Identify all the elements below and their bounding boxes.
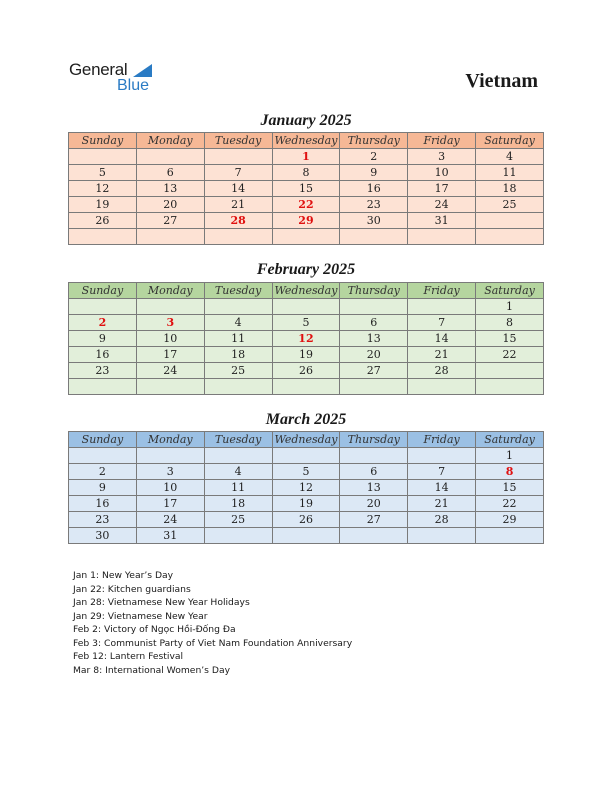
weekday-header: Wednesday <box>272 432 340 448</box>
day-cell: 24 <box>136 363 204 379</box>
day-cell <box>136 299 204 315</box>
day-cell <box>136 229 204 245</box>
day-cell <box>408 229 476 245</box>
holiday-note: Feb 2: Victory of Ngọc Hồi-Đống Đa <box>73 624 236 635</box>
day-cell <box>340 379 408 395</box>
weekday-header: Saturday <box>476 283 544 299</box>
weekday-header: Wednesday <box>272 283 340 299</box>
weekday-header: Tuesday <box>204 283 272 299</box>
day-cell <box>272 448 340 464</box>
day-cell: 26 <box>272 512 340 528</box>
holiday-note: Jan 1: New Year’s Day <box>73 570 174 581</box>
calendar-march <box>68 431 544 544</box>
weekday-header: Saturday <box>476 133 544 149</box>
day-cell: 4 <box>204 464 272 480</box>
day-cell <box>136 379 204 395</box>
weekday-header: Sunday <box>69 283 137 299</box>
day-cell: 5 <box>69 165 137 181</box>
day-cell <box>204 229 272 245</box>
week-row <box>69 347 544 363</box>
weekday-header: Wednesday <box>272 133 340 149</box>
day-cell: 17 <box>408 181 476 197</box>
weekday-header: Monday <box>136 283 204 299</box>
day-cell: 12 <box>272 331 340 347</box>
day-cell: 15 <box>476 331 544 347</box>
week-row <box>69 464 544 480</box>
day-cell: 22 <box>476 496 544 512</box>
day-cell <box>136 149 204 165</box>
day-cell: 6 <box>136 165 204 181</box>
day-cell: 18 <box>204 496 272 512</box>
day-cell: 21 <box>408 347 476 363</box>
day-cell: 17 <box>136 496 204 512</box>
weekday-header-row <box>69 133 544 149</box>
day-cell: 11 <box>204 480 272 496</box>
day-cell: 13 <box>340 331 408 347</box>
day-cell: 28 <box>408 512 476 528</box>
day-cell: 31 <box>136 528 204 544</box>
day-cell <box>272 379 340 395</box>
day-cell: 15 <box>476 480 544 496</box>
day-cell: 10 <box>136 480 204 496</box>
day-cell: 7 <box>408 315 476 331</box>
day-cell: 14 <box>204 181 272 197</box>
day-cell: 28 <box>204 213 272 229</box>
holiday-note: Jan 28: Vietnamese New Year Holidays <box>73 597 250 608</box>
day-cell <box>340 229 408 245</box>
holiday-note: Jan 29: Vietnamese New Year <box>73 610 208 622</box>
day-cell: 24 <box>136 512 204 528</box>
day-cell <box>340 528 408 544</box>
day-cell: 8 <box>476 315 544 331</box>
day-cell: 19 <box>272 496 340 512</box>
day-cell: 16 <box>69 347 137 363</box>
week-row <box>69 213 544 229</box>
weekday-header: Sunday <box>69 133 137 149</box>
weekday-header-row <box>69 432 544 448</box>
day-cell <box>272 229 340 245</box>
day-cell <box>476 528 544 544</box>
weekday-header: Tuesday <box>204 432 272 448</box>
day-cell <box>204 528 272 544</box>
weekday-header: Friday <box>408 133 476 149</box>
day-cell: 23 <box>340 197 408 213</box>
day-cell: 22 <box>476 347 544 363</box>
day-cell: 27 <box>136 213 204 229</box>
day-cell: 14 <box>408 480 476 496</box>
day-cell <box>69 448 137 464</box>
calendar-february <box>68 282 544 395</box>
day-cell <box>69 229 137 245</box>
day-cell <box>408 528 476 544</box>
day-cell: 1 <box>476 448 544 464</box>
weekday-header: Thursday <box>340 133 408 149</box>
week-row <box>69 165 544 181</box>
logo-general-text: General <box>69 60 128 79</box>
day-cell: 6 <box>340 315 408 331</box>
day-cell: 9 <box>69 331 137 347</box>
week-row <box>69 363 544 379</box>
day-cell: 4 <box>204 315 272 331</box>
holiday-note: Jan 22: Kitchen guardians <box>73 583 191 595</box>
day-cell: 23 <box>69 512 137 528</box>
day-cell: 9 <box>69 480 137 496</box>
day-cell: 20 <box>340 496 408 512</box>
day-cell: 10 <box>408 165 476 181</box>
day-cell: 13 <box>340 480 408 496</box>
day-cell: 30 <box>340 213 408 229</box>
day-cell: 25 <box>204 363 272 379</box>
day-cell <box>340 299 408 315</box>
day-cell: 26 <box>69 213 137 229</box>
day-cell: 9 <box>340 165 408 181</box>
weekday-header: Monday <box>136 133 204 149</box>
day-cell: 19 <box>69 197 137 213</box>
month-title-march: March 2025 <box>265 411 347 428</box>
day-cell: 16 <box>340 181 408 197</box>
holiday-note: Feb 12: Lantern Festival <box>73 651 184 662</box>
day-cell: 17 <box>136 347 204 363</box>
day-cell: 12 <box>69 181 137 197</box>
day-cell <box>476 213 544 229</box>
day-cell: 11 <box>204 331 272 347</box>
day-cell: 27 <box>340 512 408 528</box>
day-cell: 27 <box>340 363 408 379</box>
weekday-header: Tuesday <box>204 133 272 149</box>
day-cell <box>476 229 544 245</box>
week-row <box>69 315 544 331</box>
day-cell: 26 <box>272 363 340 379</box>
day-cell: 6 <box>340 464 408 480</box>
day-cell: 28 <box>408 363 476 379</box>
week-row <box>69 528 544 544</box>
country-title: Vietnam <box>465 70 538 92</box>
day-cell: 12 <box>272 480 340 496</box>
day-cell <box>69 149 137 165</box>
day-cell: 15 <box>272 181 340 197</box>
day-cell: 1 <box>272 149 340 165</box>
day-cell: 2 <box>340 149 408 165</box>
day-cell: 20 <box>340 347 408 363</box>
day-cell <box>69 379 137 395</box>
day-cell <box>408 379 476 395</box>
weekday-header: Sunday <box>69 432 137 448</box>
day-cell: 3 <box>136 464 204 480</box>
day-cell: 14 <box>408 331 476 347</box>
holiday-notes <box>73 569 352 677</box>
day-cell: 18 <box>476 181 544 197</box>
weekday-header: Monday <box>136 432 204 448</box>
day-cell <box>204 379 272 395</box>
week-row <box>69 496 544 512</box>
day-cell: 5 <box>272 464 340 480</box>
day-cell: 19 <box>272 347 340 363</box>
day-cell <box>204 448 272 464</box>
week-row <box>69 197 544 213</box>
day-cell: 31 <box>408 213 476 229</box>
day-cell: 21 <box>408 496 476 512</box>
day-cell <box>340 448 408 464</box>
day-cell <box>204 149 272 165</box>
week-row <box>69 512 544 528</box>
week-row <box>69 299 544 315</box>
week-row <box>69 331 544 347</box>
week-row <box>69 448 544 464</box>
week-row <box>69 480 544 496</box>
day-cell: 16 <box>69 496 137 512</box>
day-cell: 29 <box>272 213 340 229</box>
calendar-january <box>68 132 544 245</box>
weekday-header: Thursday <box>340 432 408 448</box>
day-cell <box>69 299 137 315</box>
day-cell: 3 <box>408 149 476 165</box>
day-cell: 2 <box>69 315 137 331</box>
day-cell <box>476 379 544 395</box>
day-cell: 21 <box>204 197 272 213</box>
day-cell: 3 <box>136 315 204 331</box>
day-cell <box>272 528 340 544</box>
weekday-header: Thursday <box>340 283 408 299</box>
month-title-january: January 2025 <box>260 112 352 129</box>
holiday-note: Mar 8: International Women’s Day <box>73 664 231 676</box>
day-cell: 10 <box>136 331 204 347</box>
week-row <box>69 229 544 245</box>
day-cell: 13 <box>136 181 204 197</box>
day-cell <box>136 448 204 464</box>
month-title-february: February 2025 <box>256 261 356 278</box>
day-cell: 18 <box>204 347 272 363</box>
day-cell: 24 <box>408 197 476 213</box>
day-cell <box>204 299 272 315</box>
generalblue-logo <box>69 60 169 96</box>
logo-triangle-icon <box>133 64 152 77</box>
day-cell: 29 <box>476 512 544 528</box>
day-cell: 7 <box>408 464 476 480</box>
day-cell: 30 <box>69 528 137 544</box>
day-cell <box>408 448 476 464</box>
day-cell <box>272 299 340 315</box>
weekday-header: Friday <box>408 283 476 299</box>
day-cell: 25 <box>476 197 544 213</box>
weekday-header: Friday <box>408 432 476 448</box>
day-cell <box>476 363 544 379</box>
day-cell: 20 <box>136 197 204 213</box>
weekday-header: Saturday <box>476 432 544 448</box>
day-cell: 5 <box>272 315 340 331</box>
day-cell: 8 <box>272 165 340 181</box>
logo-blue-text: Blue <box>117 77 150 94</box>
day-cell: 2 <box>69 464 137 480</box>
day-cell: 7 <box>204 165 272 181</box>
week-row <box>69 149 544 165</box>
weekday-header-row <box>69 283 544 299</box>
day-cell: 23 <box>69 363 137 379</box>
day-cell: 25 <box>204 512 272 528</box>
day-cell: 8 <box>476 464 544 480</box>
day-cell: 1 <box>476 299 544 315</box>
day-cell: 11 <box>476 165 544 181</box>
day-cell: 22 <box>272 197 340 213</box>
week-row <box>69 379 544 395</box>
week-row <box>69 181 544 197</box>
holiday-note: Feb 3: Communist Party of Viet Nam Foundation Anniversary <box>73 637 353 649</box>
day-cell <box>408 299 476 315</box>
day-cell: 4 <box>476 149 544 165</box>
